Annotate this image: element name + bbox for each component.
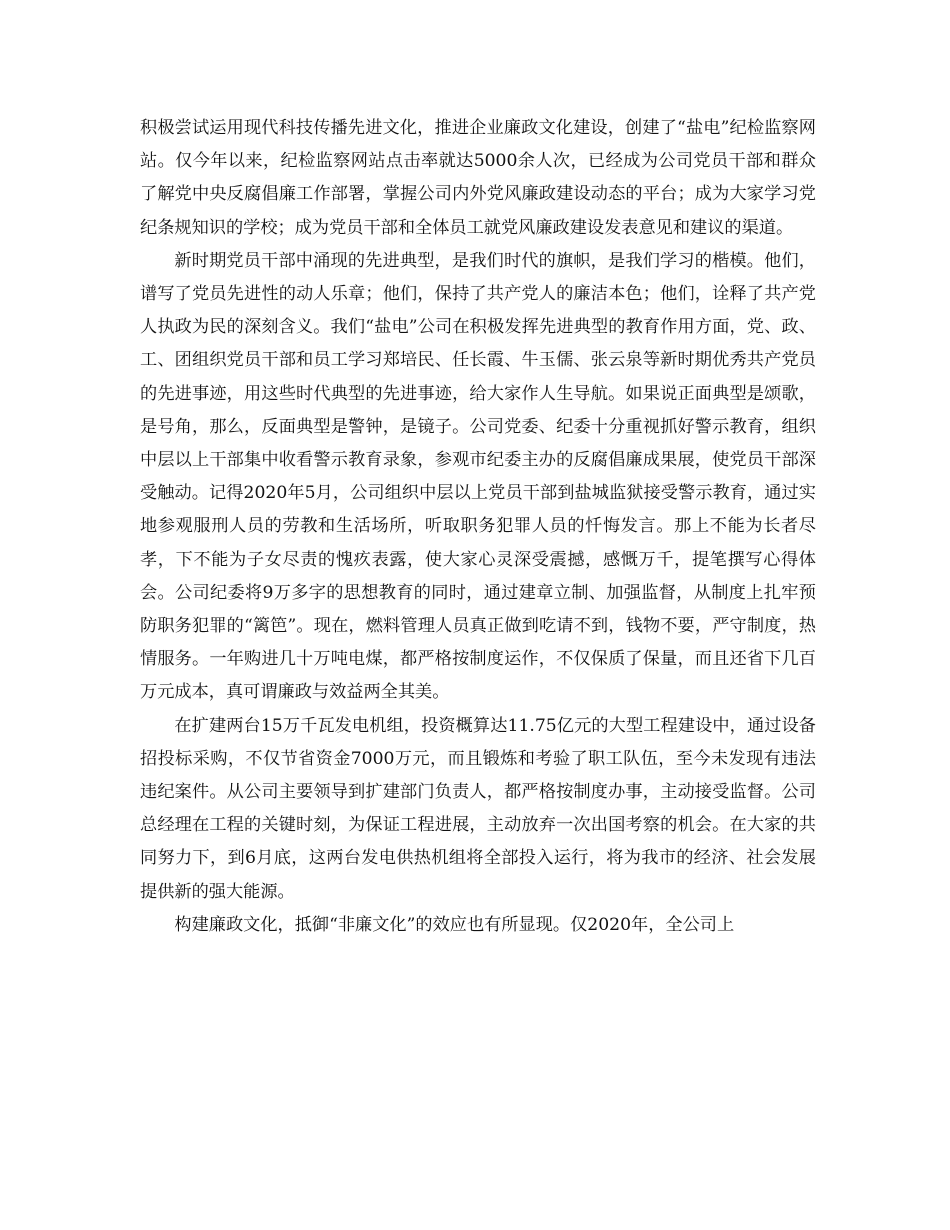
paragraph-2: 新时期党员干部中涌现的先进典型，是我们时代的旗帜，是我们学习的楷模。他们，谱写了党员先进性的动人乐章；他们，保持了共产党人的廉洁本色；他们，诠释了共产党人执政为民的深刻含义。我们“盐电”公司在积极发挥先进典型的教育作用方面，党、政、工、团组织党员干部和员工学习郑培民、任长霞、牛玉儒、张云泉等新时期优秀共产党员的先进事迹，用这些时代典型的先进事迹，给大家作人生导航。如果说正面典型是颂歌，是号角，那么，反面典型是警钟，是镜子。公司党委、纪委十分重视抓好警示教育，组织中层以上干部集中收看警示教育录象，参观市纪委主办的反腐倡廉成果展，使党员干部深受触动。记得2020年5月，公司组织中层以上党员干部到盐城监狱接受警示教育，通过实地参观服刑人员的劳教和生活场所，听取职务犯罪人员的忏悔发言。那上不能为长者尽孝，下不能为子女尽责的愧疚表露，使大家心灵深受震撼，感慨万千，提笔撰写心得体会。公司纪委将9万多字的思想教育的同时，通过建章立制、加强监督，从制度上扎牢预防职务犯罪的“篱笆”。现在，燃料管理人员真正做到吃请不到，钱物不要，严守制度，热情服务。一年购进几十万吨电煤，都严格按制度运作，不仅保质了保量，而且还省下几百万元成本，真可谓廉政与效益两全其美。: [140, 250, 816, 703]
paragraph-1: 积极尝试运用现代科技传播先进文化，推进企业廉政文化建设，创建了“盐电”纪检监察网站。仅今年以来，纪检监察网站点击率就达5000余人次，已经成为公司党员干部和群众了解党中央反腐倡廉工作部署，掌握公司内外党风廉政建设动态的平台；成为大家学习党纪条规知识的学校；成为党员干部和全体员工就党风廉政建设发表意见和建议的渠道。: [140, 118, 816, 238]
document-body: [140, 112, 816, 942]
paragraph-3: 在扩建两台15万千瓦发电机组，投资概算达11.75亿元的大型工程建设中，通过设备招投标采购，不仅节省资金7000万元，而且锻炼和考验了职工队伍，至今未发现有违法违纪案件。从公司主要领导到扩建部门负责人，都严格按制度办事，主动接受监督。公司总经理在工程的关键时刻，为保证工程进展，主动放弃一次出国考察的机会。在大家的共同努力下，到6月底，这两台发电供热机组将全部投入运行，将为我市的经济、社会发展提供新的强大能源。: [140, 715, 816, 902]
paragraph-4: 构建廉政文化，抵御“非廉文化”的效应也有所显现。仅2020年，全公司上: [174, 914, 735, 935]
